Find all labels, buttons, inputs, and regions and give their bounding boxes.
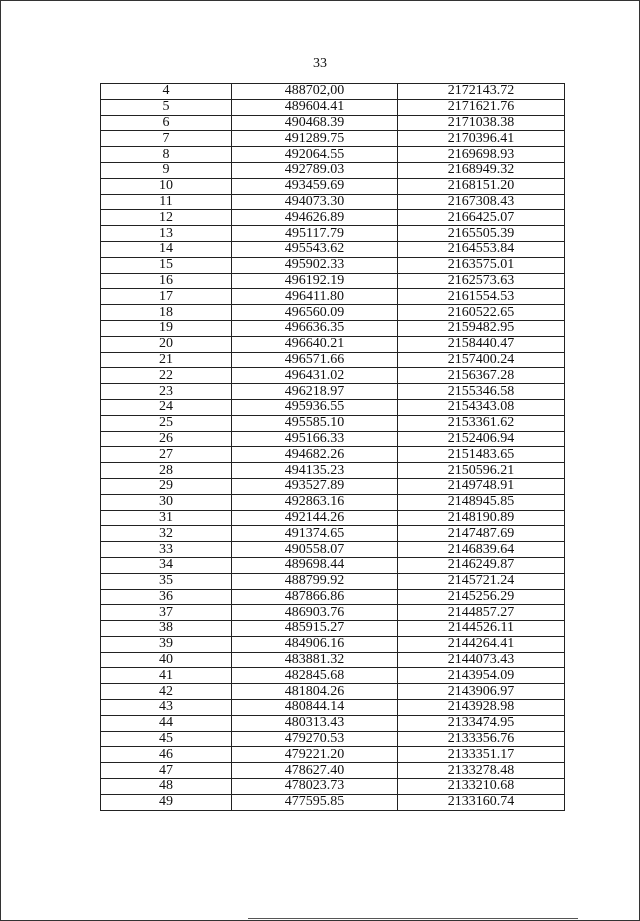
point-number-cell: 18 — [101, 305, 232, 321]
y-coordinate-cell: 2159482.95 — [398, 320, 565, 336]
point-number-cell: 6 — [101, 115, 232, 131]
point-number-cell: 36 — [101, 589, 232, 605]
y-coordinate-cell: 2133160.74 — [398, 794, 565, 810]
point-number-cell: 8 — [101, 147, 232, 163]
y-coordinate-cell: 2133356.76 — [398, 731, 565, 747]
table-row — [101, 684, 565, 700]
x-coordinate-cell: 480844.14 — [232, 700, 398, 716]
y-coordinate-cell: 2133278.48 — [398, 763, 565, 779]
point-number-cell: 4 — [101, 84, 232, 100]
table-row — [101, 652, 565, 668]
table-row — [101, 542, 565, 558]
y-coordinate-cell: 2133351.17 — [398, 747, 565, 763]
x-coordinate-cell: 492064.55 — [232, 147, 398, 163]
x-coordinate-cell: 488799.92 — [232, 573, 398, 589]
table-row — [101, 447, 565, 463]
y-coordinate-cell: 2171621.76 — [398, 99, 565, 115]
point-number-cell: 20 — [101, 336, 232, 352]
table-row — [101, 226, 565, 242]
point-number-cell: 27 — [101, 447, 232, 463]
table-row — [101, 621, 565, 637]
x-coordinate-cell: 493527.89 — [232, 478, 398, 494]
table-row — [101, 115, 565, 131]
y-coordinate-cell: 2169698.93 — [398, 147, 565, 163]
x-coordinate-cell: 492789.03 — [232, 162, 398, 178]
point-number-cell: 9 — [101, 162, 232, 178]
x-coordinate-cell: 492863.16 — [232, 494, 398, 510]
table-row — [101, 384, 565, 400]
table-row — [101, 178, 565, 194]
point-number-cell: 47 — [101, 763, 232, 779]
table-row — [101, 478, 565, 494]
table-row — [101, 273, 565, 289]
point-number-cell: 44 — [101, 715, 232, 731]
x-coordinate-cell: 496411.80 — [232, 289, 398, 305]
point-number-cell: 24 — [101, 399, 232, 415]
y-coordinate-cell: 2160522.65 — [398, 305, 565, 321]
y-coordinate-cell: 2170396.41 — [398, 131, 565, 147]
point-number-cell: 14 — [101, 241, 232, 257]
page-number: 33 — [313, 56, 327, 71]
y-coordinate-cell: 2133474.95 — [398, 715, 565, 731]
x-coordinate-cell: 495902.33 — [232, 257, 398, 273]
point-number-cell: 29 — [101, 478, 232, 494]
y-coordinate-cell: 2172143.72 — [398, 84, 565, 100]
x-coordinate-cell: 491374.65 — [232, 526, 398, 542]
table-row — [101, 763, 565, 779]
table-row — [101, 399, 565, 415]
y-coordinate-cell: 2151483.65 — [398, 447, 565, 463]
x-coordinate-cell: 493459.69 — [232, 178, 398, 194]
table-row — [101, 99, 565, 115]
table-row — [101, 84, 565, 100]
x-coordinate-cell: 494135.23 — [232, 463, 398, 479]
table-row — [101, 747, 565, 763]
x-coordinate-cell: 478023.73 — [232, 779, 398, 795]
x-coordinate-cell: 478627.40 — [232, 763, 398, 779]
x-coordinate-cell: 485915.27 — [232, 621, 398, 637]
point-number-cell: 37 — [101, 605, 232, 621]
y-coordinate-cell: 2146249.87 — [398, 557, 565, 573]
table-row — [101, 336, 565, 352]
y-coordinate-cell: 2149748.91 — [398, 478, 565, 494]
x-coordinate-cell: 482845.68 — [232, 668, 398, 684]
x-coordinate-cell: 479270.53 — [232, 731, 398, 747]
table-row — [101, 241, 565, 257]
y-coordinate-cell: 2167308.43 — [398, 194, 565, 210]
y-coordinate-cell: 2168151.20 — [398, 178, 565, 194]
point-number-cell: 35 — [101, 573, 232, 589]
table-row — [101, 257, 565, 273]
table-row — [101, 194, 565, 210]
y-coordinate-cell: 2156367.28 — [398, 368, 565, 384]
x-coordinate-cell: 486903.76 — [232, 605, 398, 621]
point-number-cell: 31 — [101, 510, 232, 526]
table-row — [101, 305, 565, 321]
y-coordinate-cell: 2145721.24 — [398, 573, 565, 589]
x-coordinate-cell: 494626.89 — [232, 210, 398, 226]
x-coordinate-cell: 496218.97 — [232, 384, 398, 400]
x-coordinate-cell: 491289.75 — [232, 131, 398, 147]
table-row — [101, 573, 565, 589]
point-number-cell: 34 — [101, 557, 232, 573]
x-coordinate-cell: 495117.79 — [232, 226, 398, 242]
table-row — [101, 589, 565, 605]
point-number-cell: 21 — [101, 352, 232, 368]
x-coordinate-cell: 488702,00 — [232, 84, 398, 100]
bottom-rule — [248, 918, 578, 919]
point-number-cell: 13 — [101, 226, 232, 242]
table-row — [101, 147, 565, 163]
x-coordinate-cell: 492144.26 — [232, 510, 398, 526]
table-row — [101, 320, 565, 336]
x-coordinate-cell: 496431.02 — [232, 368, 398, 384]
x-coordinate-cell: 495166.33 — [232, 431, 398, 447]
y-coordinate-cell: 2150596.21 — [398, 463, 565, 479]
x-coordinate-cell: 484906.16 — [232, 636, 398, 652]
point-number-cell: 48 — [101, 779, 232, 795]
y-coordinate-cell: 2168949.32 — [398, 162, 565, 178]
x-coordinate-cell: 494073.30 — [232, 194, 398, 210]
x-coordinate-cell: 483881.32 — [232, 652, 398, 668]
x-coordinate-cell: 490468.39 — [232, 115, 398, 131]
point-number-cell: 17 — [101, 289, 232, 305]
point-number-cell: 45 — [101, 731, 232, 747]
y-coordinate-cell: 2155346.58 — [398, 384, 565, 400]
table-row — [101, 526, 565, 542]
table-row — [101, 605, 565, 621]
point-number-cell: 12 — [101, 210, 232, 226]
y-coordinate-cell: 2145256.29 — [398, 589, 565, 605]
coordinates-table-body — [101, 84, 565, 811]
point-number-cell: 43 — [101, 700, 232, 716]
table-row — [101, 794, 565, 810]
x-coordinate-cell: 490558.07 — [232, 542, 398, 558]
table-row — [101, 557, 565, 573]
x-coordinate-cell: 489698.44 — [232, 557, 398, 573]
x-coordinate-cell: 495585.10 — [232, 415, 398, 431]
x-coordinate-cell: 496560.09 — [232, 305, 398, 321]
x-coordinate-cell: 479221.20 — [232, 747, 398, 763]
table-row — [101, 131, 565, 147]
y-coordinate-cell: 2143928.98 — [398, 700, 565, 716]
point-number-cell: 39 — [101, 636, 232, 652]
table-row — [101, 700, 565, 716]
y-coordinate-cell: 2144857.27 — [398, 605, 565, 621]
table-row — [101, 463, 565, 479]
x-coordinate-cell: 487866.86 — [232, 589, 398, 605]
table-row — [101, 210, 565, 226]
table-row — [101, 415, 565, 431]
y-coordinate-cell: 2143954.09 — [398, 668, 565, 684]
x-coordinate-cell: 495543.62 — [232, 241, 398, 257]
point-number-cell: 16 — [101, 273, 232, 289]
y-coordinate-cell: 2148945.85 — [398, 494, 565, 510]
y-coordinate-cell: 2163575.01 — [398, 257, 565, 273]
point-number-cell: 41 — [101, 668, 232, 684]
y-coordinate-cell: 2165505.39 — [398, 226, 565, 242]
table-row — [101, 510, 565, 526]
x-coordinate-cell: 495936.55 — [232, 399, 398, 415]
y-coordinate-cell: 2164553.84 — [398, 241, 565, 257]
table-row — [101, 431, 565, 447]
table-row — [101, 289, 565, 305]
x-coordinate-cell: 477595.85 — [232, 794, 398, 810]
y-coordinate-cell: 2144526.11 — [398, 621, 565, 637]
y-coordinate-cell: 2161554.53 — [398, 289, 565, 305]
table-row — [101, 731, 565, 747]
point-number-cell: 10 — [101, 178, 232, 194]
y-coordinate-cell: 2166425.07 — [398, 210, 565, 226]
y-coordinate-cell: 2154343.08 — [398, 399, 565, 415]
point-number-cell: 15 — [101, 257, 232, 273]
y-coordinate-cell: 2162573.63 — [398, 273, 565, 289]
table-row — [101, 668, 565, 684]
table-row — [101, 162, 565, 178]
point-number-cell: 25 — [101, 415, 232, 431]
y-coordinate-cell: 2147487.69 — [398, 526, 565, 542]
point-number-cell: 19 — [101, 320, 232, 336]
point-number-cell: 22 — [101, 368, 232, 384]
x-coordinate-cell: 496571.66 — [232, 352, 398, 368]
y-coordinate-cell: 2171038.38 — [398, 115, 565, 131]
table-row — [101, 368, 565, 384]
x-coordinate-cell: 496640.21 — [232, 336, 398, 352]
point-number-cell: 5 — [101, 99, 232, 115]
point-number-cell: 38 — [101, 621, 232, 637]
point-number-cell: 7 — [101, 131, 232, 147]
y-coordinate-cell: 2157400.24 — [398, 352, 565, 368]
coordinates-table — [100, 83, 565, 811]
point-number-cell: 33 — [101, 542, 232, 558]
point-number-cell: 26 — [101, 431, 232, 447]
y-coordinate-cell: 2152406.94 — [398, 431, 565, 447]
y-coordinate-cell: 2158440.47 — [398, 336, 565, 352]
point-number-cell: 28 — [101, 463, 232, 479]
table-row — [101, 352, 565, 368]
table-row — [101, 636, 565, 652]
x-coordinate-cell: 496192.19 — [232, 273, 398, 289]
y-coordinate-cell: 2153361.62 — [398, 415, 565, 431]
point-number-cell: 42 — [101, 684, 232, 700]
y-coordinate-cell: 2144073.43 — [398, 652, 565, 668]
point-number-cell: 49 — [101, 794, 232, 810]
y-coordinate-cell: 2143906.97 — [398, 684, 565, 700]
x-coordinate-cell: 481804.26 — [232, 684, 398, 700]
x-coordinate-cell: 480313.43 — [232, 715, 398, 731]
x-coordinate-cell: 489604.41 — [232, 99, 398, 115]
point-number-cell: 32 — [101, 526, 232, 542]
point-number-cell: 30 — [101, 494, 232, 510]
table-row — [101, 494, 565, 510]
table-row — [101, 779, 565, 795]
point-number-cell: 40 — [101, 652, 232, 668]
point-number-cell: 23 — [101, 384, 232, 400]
table-row — [101, 715, 565, 731]
x-coordinate-cell: 494682.26 — [232, 447, 398, 463]
y-coordinate-cell: 2144264.41 — [398, 636, 565, 652]
x-coordinate-cell: 496636.35 — [232, 320, 398, 336]
point-number-cell: 46 — [101, 747, 232, 763]
y-coordinate-cell: 2133210.68 — [398, 779, 565, 795]
point-number-cell: 11 — [101, 194, 232, 210]
y-coordinate-cell: 2146839.64 — [398, 542, 565, 558]
y-coordinate-cell: 2148190.89 — [398, 510, 565, 526]
